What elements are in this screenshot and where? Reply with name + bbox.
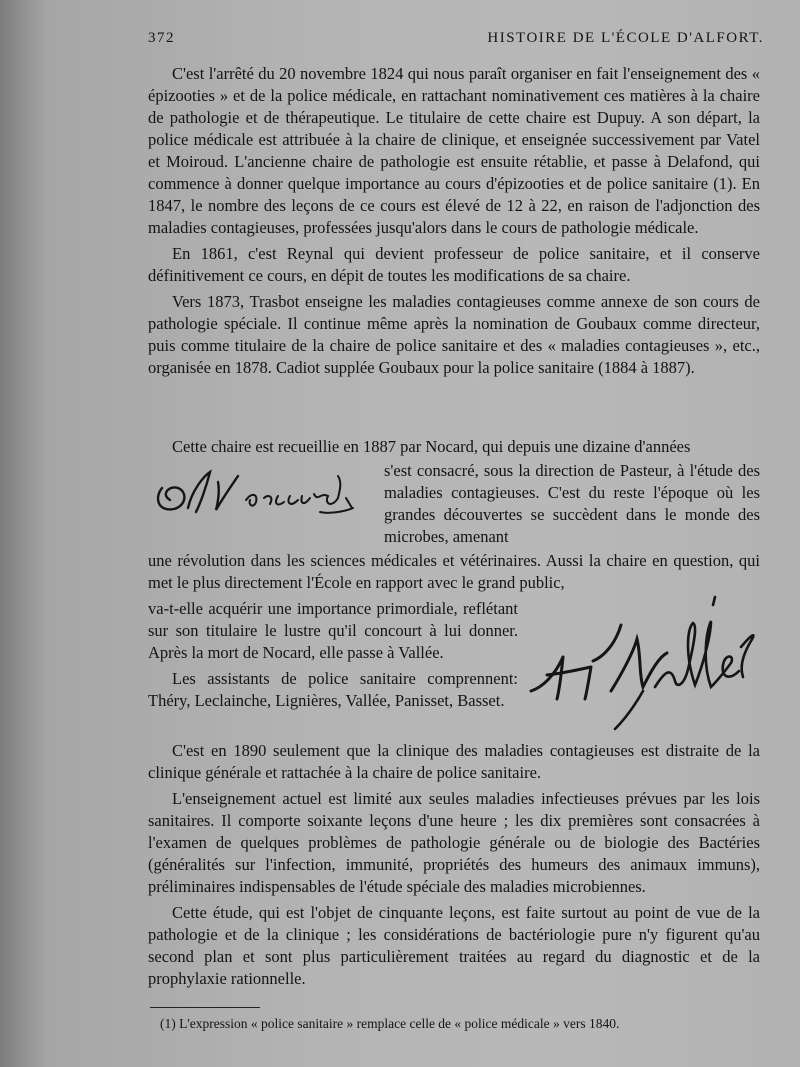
paragraph-1824: C'est l'arrêté du 20 novembre 1824 qui nous paraît organiser en fait l'enseignement des « épizooties » et de la police médicale, en rattachant nominativement ces matières à la chaire de pathologie et de thérapeutique. Le titulaire de cette chaire est Dupuy. A son départ, la police médicale est attribuée à la chaire de clinique, et enseignée successivement par Vatel et Moiroud. L'ancienne chaire de pathologie est ensuite rétablie, et passe à Delafond, qui commence à donner quelque importance au cours d'épizooties et de police sanitaire (1). En 1847, le nombre des leçons de ce cours est élevé de 12 à 22, en raison de l'adjonction des maladies contagieuses, professées jusqu'alors dans le cours de pathologie médicale. xyxy=(148,64,760,237)
paragraph-1861: En 1861, c'est Reynal qui devient professeur de police sanitaire, et il conserve définitivement ce cours, en dépit de toutes les modifications de sa chaire. xyxy=(148,244,760,285)
page-number: 372 xyxy=(148,30,175,46)
nocard-first-line: Cette chaire est recueillie en 1887 par Nocard, qui depuis une dizaine d'années xyxy=(172,437,691,456)
paragraph-1890: C'est en 1890 seulement que la clinique des maladies contagieuses est distraite de la clinique générale et rattachée à la chaire de police sanitaire. xyxy=(148,741,760,782)
vallee-wrapped-text xyxy=(148,598,518,716)
paragraph-enseignement: L'enseignement actuel est limité aux seules maladies infectieuses prévues par les lois sanitaires. Il comporte soixante leçons d'une heure ; les dix premières sont consacrées à l'examen de quelques problèmes de pathologie générale ou de biologie des Bactéries (généralités sur l'infection, immunité, propriétés des humeurs des animaux immuns), préliminaires indispensables de l'étude spéciale des maladies microbiennes. xyxy=(148,789,760,896)
nocard-signature-svg xyxy=(148,462,378,522)
paragraph-assistants: Les assistants de police sanitaire comprennent: Théry, Leclainche, Lignières, Vallée, Panisset, Basset. xyxy=(148,669,518,710)
vallee-signature xyxy=(525,595,760,735)
bottom-text-block xyxy=(148,740,760,994)
paragraph-cette-etude: Cette étude, qui est l'objet de cinquante leçons, est faite surtout au point de vue de la pathologie et de la clinique ; les considérations de bactériologie pure n'y figurent qu'au second plan et sont plus particulièrement traitées au regard du diagnostic et de la prophylaxie rationnelle. xyxy=(148,903,760,988)
footnote: (1) L'expression « police sanitaire » remplace celle de « police médicale » vers 1840. xyxy=(160,1016,620,1031)
nocard-wrapped-text: s'est consacré, sous la direction de Pasteur, à l'étude des maladies contagieuses. C'est du reste l'époque où les grandes découvertes se succèdent dans le monde des microbes, amenant xyxy=(384,461,760,546)
footnote-rule xyxy=(150,1007,260,1008)
nocard-signature xyxy=(148,462,378,522)
paragraph-1873: Vers 1873, Trasbot enseigne les maladies contagieuses comme annexe de son cours de pathologie spéciale. Il continue même après la nomination de Goubaux comme directeur, puis comme titulaire de la chaire de police sanitaire et des « maladies contagieuses », etc., organisée en 1878. Cadiot supplée Goubaux pour la police sanitaire (1884 à 1887). xyxy=(148,292,760,377)
vallee-signature-svg xyxy=(525,595,760,735)
running-title: HISTOIRE DE L'ÉCOLE D'ALFORT. xyxy=(487,30,764,46)
paragraph-vallee: va-t-elle acquérir une importance primordiale, reflétant sur son titulaire le lustre qu'il concourt à lui donner. Après la mort de Nocard, elle passe à Vallée. xyxy=(148,599,518,662)
nocard-continued-text: une révolution dans les sciences médicales et vétérinaires. Aussi la chaire en question, qui met le plus directement l'École en rapport avec le grand public, xyxy=(148,551,760,592)
top-text-block xyxy=(148,63,760,383)
